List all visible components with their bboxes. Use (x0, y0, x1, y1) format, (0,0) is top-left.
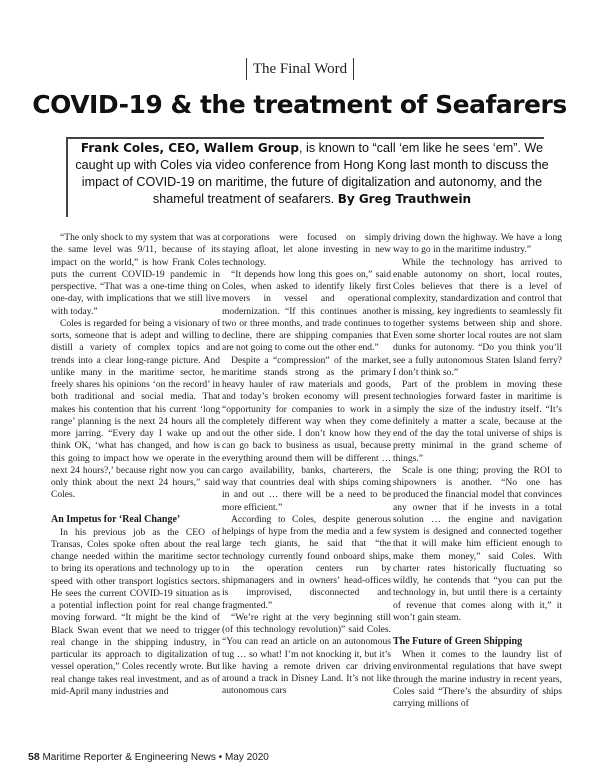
paragraph: corporations were focused on simply staying afloat, let alone investing in new technology. (222, 232, 391, 268)
intro-lead-name: Frank Coles, CEO, Wallem Group (80, 141, 300, 155)
subheading-green-shipping: The Future of Green Shipping (393, 636, 523, 647)
paragraph: While the technology has arrived to enable autonomy on short, local routes, Coles believes that there is a level of complexity, standardization and control that is missing, key ingredients to seamlessly fit together systems between ship and shore. Even some shorter local routes are not slam dunks for autonomy. “Do you think you’ll see a fully autonomous Staten Island ferry? I don’t think so.” (393, 256, 562, 378)
paragraph: In his previous job as the CEO of Transas, Coles spoke often about the real change needed within the maritime sector to bring its operations and technology up to speed with other transport logistics sectors. He sees the current COVID-19 situation as a potential inflection point for real change moving forward. “It might be the kind of Black Swan event that we need to trigger real change in the shipping industry, in particular its approach to digitalization of vessel operation,” Coles recently wrote. But real change takes real investment, and as of mid-April many industries and (51, 526, 220, 697)
paragraph: driving down the highway. We have a long way to go in the maritime industry.” (393, 232, 562, 256)
paragraph: When it comes to the laundry list of environmental regulations that have swept through the marine industry in recent years, Coles said “There’s the absurdity of ships carrying millions of (393, 649, 562, 709)
article-column-3 (393, 232, 562, 732)
paragraph: Scale is one thing; proving the ROI to shipowners is another. “No one has produced the financial model that convinces any owner that if he invests in a total solution … the engine and navigation system is designed and connected together that it will make him efficient enough to make them money,” said Coles. With charter rates historically fluctuating so wildly, he contends that “you can put the technology in, but until there is a certainty of revenue that comes along with it,” it won’t gain steam. (393, 464, 562, 623)
intro-text-body: , is known to “call ‘em like he sees ‘em”. We caught up with Coles via video conference from Hong Kong last month to discuss the impact of COVID-19 on maritime, the future of digitalization and autonomy, and the shameful treatment of seafarers. (75, 141, 549, 206)
subheading-real-change: An Impetus for ‘Real Change’ (51, 513, 181, 525)
paragraph: According to Coles, despite generous helpings of hype from the media and a few large tech giants, he said that “the technology currently found onboard ships, in the operation centers run by shipmanagers and in owners’ head-offices is improvised, disconnected and fragmented.” (222, 513, 391, 611)
article-column-2 (222, 232, 391, 732)
paragraph: Despite a “compression” of the market, maritime stands strong as the primary heavy hauler of raw materials and goods, and today’s broken economy will present “opportunity for companies to work in a completely different way when they come out the other side. I don’t know how they can go back to business as usual, because everything around them will be different … cargo availability, banks, charterers, the way that countries deal with ships coming in and out … there will be a need to be more efficient.” (222, 354, 391, 513)
page-footer (28, 751, 428, 763)
paragraph: “We’re right at the very beginning still (of this technology revolution)” said Coles. “You can read an article on an autonomous tug … so what! I’m not knocking it, but it’s like having a remote driven car driving around a track in Disney Land. It’s not like autonomous cars (222, 611, 391, 697)
article-byline: By Greg Trauthwein (337, 192, 472, 206)
paragraph: “It depends how long this goes on,” said Coles, when asked to identify likely first movers in vessel and operational modernization. “If this continues another two or three months, and trade continues to decline, there are shipping companies that are not going to come out the other end.” (222, 268, 391, 354)
paragraph: Coles is regarded for being a visionary of sorts, someone that is adept and willing to distill a variety of complex topics and trends into a clear long-range picture. And unlike many in the maritime sector, he freely shares his opinions ‘on the record’ in both traditional and social media. That makes his contention that his current ‘long range’ planning is the next 24 hours all the more jarring. “Every day I wake up and think OK, ‘what has changed, and how is this going to impact how we operate in the next 24 hours?,’ because right now you can only think about the next 24 hours,” said Coles. (51, 317, 220, 501)
article-intro (72, 140, 552, 208)
paragraph: Part of the problem in moving these technologies forward faster in maritime is simply the size of the industry itself. “It’s definitely a matter a scale, because at the end of the day the total universe of ships is pretty minimal in the grand scheme of things.” (393, 379, 562, 464)
publication-name: Maritime Reporter & Engineering News (42, 752, 216, 763)
paragraph: “The only shock to my system that was at the same level was 9/11, because of its impact on the world,” is how Frank Coles puts the current COVID-19 pandemic in perspective. “That was a one-time thing on one-day, with implications that we still live with today.” (51, 232, 220, 317)
issue-date: May 2020 (224, 752, 269, 763)
section-header: The Final Word (246, 58, 354, 80)
article-title: COVID-19 & the treatment of Seafarers (32, 90, 567, 119)
footer-separator: • (218, 752, 223, 763)
page-number: 58 (28, 751, 40, 763)
article-column-1 (51, 232, 220, 732)
